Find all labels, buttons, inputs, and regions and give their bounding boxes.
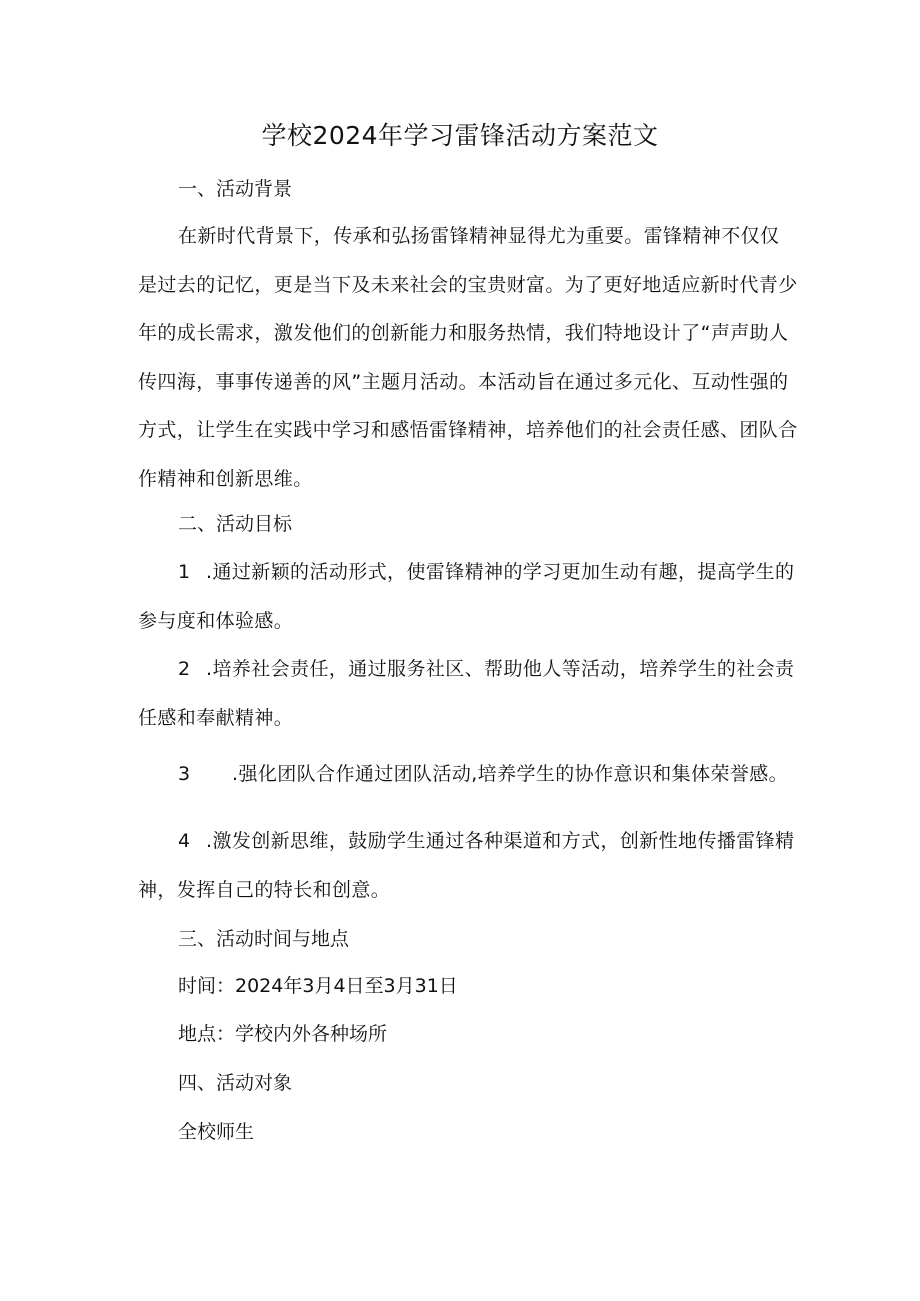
time-line: 时间：2024年3月4日至3月31日	[178, 975, 458, 997]
goal-number: 4	[178, 830, 191, 852]
goal-text: .通过新颖的活动形式，使雷锋精神的学习更加生动有趣，提高学生的参与度和体验感。	[138, 561, 795, 632]
goal-item-3	[138, 750, 798, 799]
document-title: 学校2024年学习雷锋活动方案范文	[261, 121, 659, 150]
goal-number: 1	[178, 561, 191, 583]
goal-text: .激发创新思维，鼓励学生通过各种渠道和方式，创新性地传播雷锋精神，发挥自己的特长和创意。	[138, 830, 795, 901]
goal-item-2	[138, 645, 798, 742]
place-line: 地点：学校内外各种场所	[178, 1023, 388, 1045]
section-heading-goals: 二、活动目标	[178, 513, 293, 535]
goal-item-4	[138, 817, 798, 914]
audience-line: 全校师生	[178, 1121, 255, 1143]
goal-number: 3	[178, 763, 191, 785]
goal-text: .强化团队合作通过团队活动,培养学生的协作意识和集体荣誉感。	[232, 763, 789, 785]
goal-number: 2	[178, 658, 191, 680]
section-heading-background: 一、活动背景	[178, 178, 293, 200]
section-heading-time-place: 三、活动时间与地点	[178, 928, 350, 950]
goal-text: .培养社会责任，通过服务社区、帮助他人等活动，培养学生的社会责任感和奉献精神。	[138, 658, 795, 729]
section-heading-audience: 四、活动对象	[178, 1072, 293, 1094]
background-paragraph: 在新时代背景下，传承和弘扬雷锋精神显得尤为重要。雷锋精神不仅仅是过去的记忆，更是当下及未来社会的宝贵财富。为了更好地适应新时代青少年的成长需求，激发他们的创新能力和服务热情，我们特地设计了“声声助人传四海，事事传递善的风”主题月活动。本活动旨在通过多元化、互动性强的方式，让学生在实践中学习和感悟雷锋精神，培养他们的社会责任感、团队合作精神和创新思维。	[138, 225, 798, 490]
goal-item-1	[138, 548, 798, 645]
